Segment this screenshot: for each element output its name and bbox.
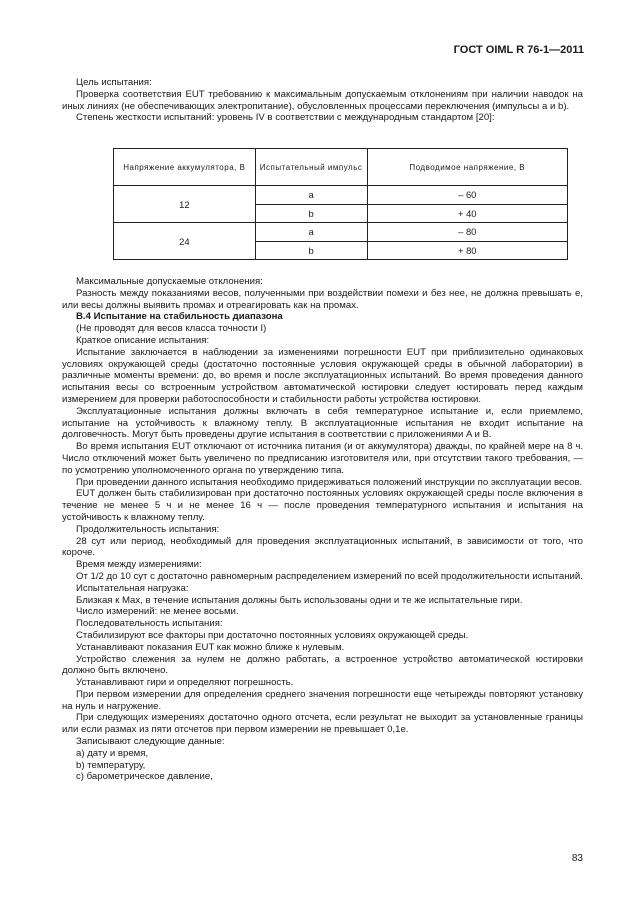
document-header: ГОСТ OIML R 76-1—2011 bbox=[453, 44, 584, 56]
paragraph: Последовательность испытания: bbox=[76, 618, 223, 630]
paragraph: Устанавливают показания EUT как можно ближе к нулевым. bbox=[76, 641, 345, 653]
paragraph: Устройство слежения за нулем не должно работать, а встроенное устройство автоматической юстировки должно быть включено. bbox=[62, 653, 583, 677]
paragraph: Максимальные допускаемые отклонения: bbox=[76, 276, 263, 287]
paragraph: Разность между показаниями весов, полученными при воздействии помехи и без нее, не должна превышать e, или весы должны выявить промах и отреагировать как на промах. bbox=[62, 287, 583, 311]
paragraph: Краткое описание испытания: bbox=[76, 334, 210, 346]
paragraph: Стабилизируют все факторы при достаточно постоянных условиях окружающей среды. bbox=[76, 629, 469, 641]
paragraph: c) барометрическое давление, bbox=[76, 771, 213, 783]
paragraph: (Не проводят для весов класса точности I) bbox=[76, 323, 267, 335]
pulse-cell: a bbox=[255, 223, 367, 242]
table-row bbox=[114, 223, 568, 242]
paragraph: EUT должен быть стабилизирован при достаточно постоянных условиях окружающей среды после включения в течение не менее 5 ч и не менее 16 ч — после проведения температурного испытания и испытания на устойчивость к влажному теплу. bbox=[62, 488, 583, 523]
battery-voltage-cell: 12 bbox=[114, 186, 256, 223]
pulse-cell: b bbox=[255, 241, 367, 260]
paragraph: От 1/2 до 10 сут с достаточно равномерным распределением измерений по всей продолжительности испытаний. bbox=[76, 570, 583, 582]
paragraph: Цель испытания: bbox=[76, 77, 152, 88]
column-header: Испытательный импульс bbox=[255, 149, 367, 186]
voltage-cell: + 80 bbox=[367, 241, 567, 260]
section-heading: B.4 Испытание на стабильность диапазона bbox=[76, 311, 283, 323]
paragraph: Записывают следующие данные: bbox=[76, 736, 225, 748]
column-header: Напряжение аккумулятора, В bbox=[114, 149, 256, 186]
voltage-cell: – 60 bbox=[367, 186, 567, 205]
paragraph: Эксплуатационные испытания должны включать в себя температурное испытание и, если приемлемо, испытание на устойчивость к влажному теплу. В эксплуатационные испытания не входит испытание на долговечность. Могут быть проведены другие испытания в соответствии с приложениями A и B. bbox=[62, 405, 583, 441]
paragraph: Близкая к Max, в течение испытания должны быть использованы одни и те же испытательные гири. bbox=[76, 594, 523, 606]
paragraph: Устанавливают гири и определяют погрешность. bbox=[76, 677, 294, 689]
paragraph: Степень жесткости испытаний: уровень IV в соответствии с международным стандартом [20]: bbox=[76, 112, 495, 124]
table-row bbox=[114, 186, 568, 205]
paragraph: 28 сут или период, необходимый для проведения эксплуатационных испытаний, в зависимости от того, что короче. bbox=[62, 535, 583, 559]
voltage-cell: + 40 bbox=[367, 204, 567, 223]
paragraph: Испытание заключается в наблюдении за изменениями погрешности EUT при приблизительно одинаковых условиях окружающей среды (достаточно постоянные условия окружающей среды в обычной лаборатории) в различные моменты времени: до, во время и после эксплуатационных испытаний. Во время проведения данного испытания весы со встроенным устройством автоматической юстировки следует юстировать перед каждым измерением для проверки работоспособности и стабильности работы устройства юстировки. bbox=[62, 346, 583, 405]
pulse-cell: a bbox=[255, 186, 367, 205]
text-block-stability-test bbox=[62, 276, 583, 783]
paragraph: a) дату и время, bbox=[76, 747, 149, 759]
test-pulse-table bbox=[113, 148, 568, 260]
text-block-purpose bbox=[62, 77, 583, 124]
paragraph: Время между измерениями: bbox=[76, 559, 202, 571]
voltage-cell: – 80 bbox=[367, 223, 567, 242]
paragraph: b) температуру, bbox=[76, 759, 146, 771]
page-number: 83 bbox=[571, 853, 583, 864]
paragraph: Проверка соответствия EUT требованию к максимальным допускаемым отклонениям при наличии наводок на иных линиях (не обеспечивающих электропитание), обусловленных процессами переключения (импульсы a и b). bbox=[62, 88, 583, 112]
paragraph: При следующих измерениях достаточно одного отсчета, если результат не выходит за установленные границы или если размах из пяти отсчетов при первом измерении не превышает 0,1e. bbox=[62, 712, 583, 736]
paragraph: Число измерений: не менее восьми. bbox=[76, 606, 239, 618]
paragraph: При проведении данного испытания необходимо придерживаться положений инструкции по эксплуатации весов. bbox=[76, 476, 583, 488]
column-header: Подводимое напряжение, В bbox=[367, 149, 567, 186]
battery-voltage-cell: 24 bbox=[114, 223, 256, 260]
paragraph: Во время испытания EUT отключают от источника питания (и от аккумулятора) дважды, по крайней мере на 8 ч. Число отключений может быть увеличено по предписанию изготовителя или, при отсутствии такого требования, — по усмотрению уполномоченного органа по утверждению типа. bbox=[62, 441, 583, 476]
paragraph: При первом измерении для определения среднего значения погрешности еще четырежды повторяют установку на нуль и нагружение. bbox=[62, 688, 583, 712]
paragraph: Испытательная нагрузка: bbox=[76, 582, 189, 594]
paragraph: Продолжительность испытания: bbox=[76, 523, 220, 535]
pulse-cell: b bbox=[255, 204, 367, 223]
